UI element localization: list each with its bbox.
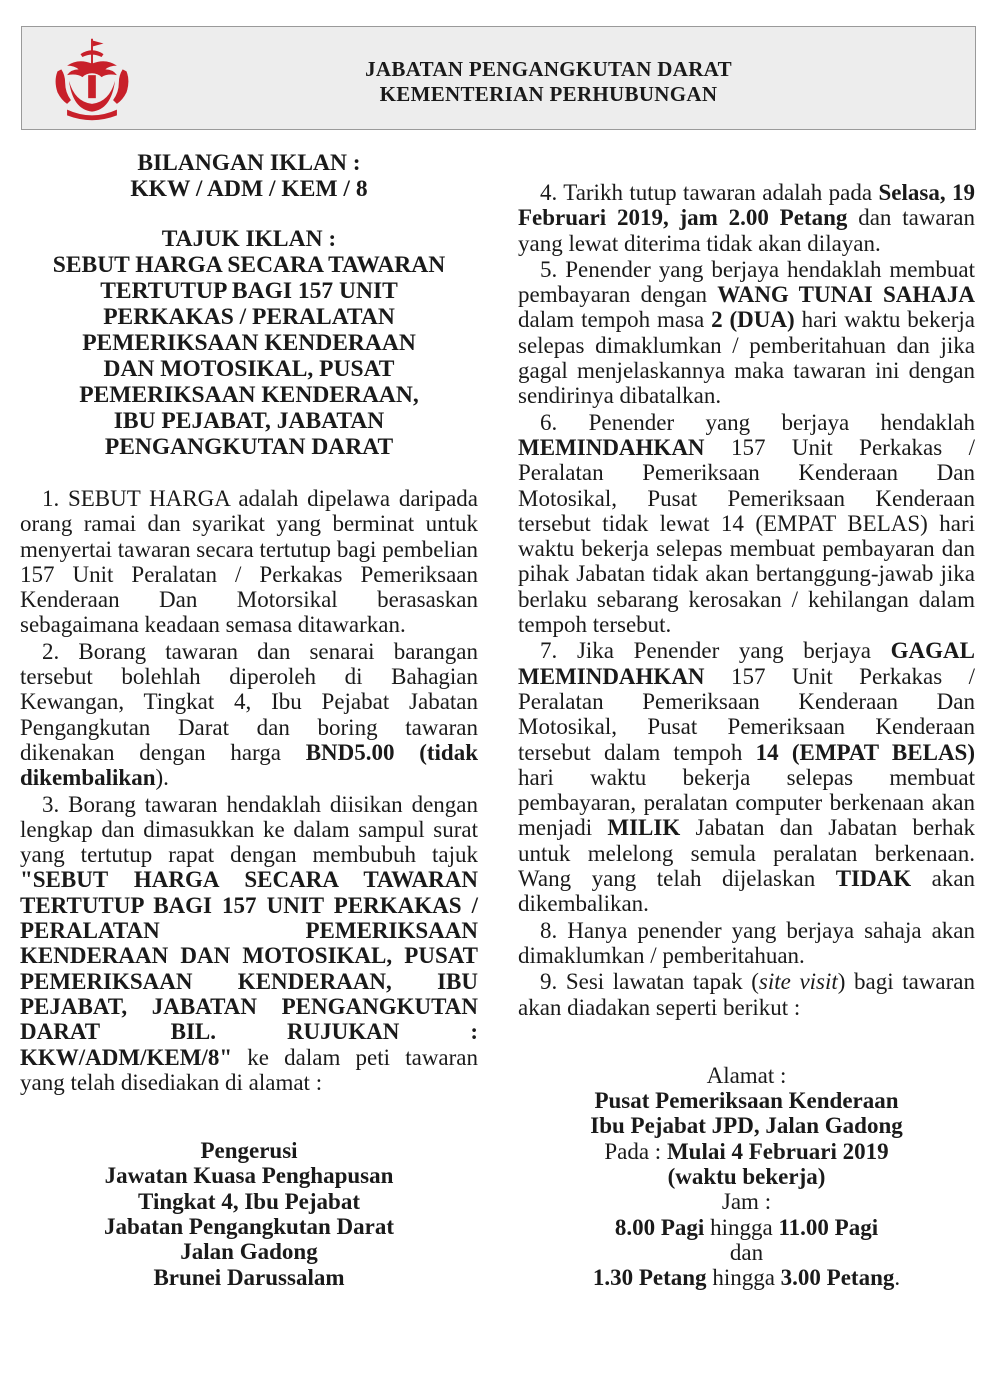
ad-title-line: SEBUT HARGA SECARA TAWARAN: [52, 252, 446, 278]
paragraph-9: 9. Sesi lawatan tapak (site visit) bagi tawaran akan diadakan seperti berikut :: [518, 969, 975, 1020]
closing-date: Selasa, 19 Februari 2019, jam 2.00 Petang: [518, 180, 976, 231]
own-keyword: MILIK: [607, 815, 681, 841]
address-line: Tingkat 4, Ibu Pejabat: [138, 1188, 360, 1214]
left-column: [20, 150, 478, 1290]
ad-title-line: PENGANGKUTAN DARAT: [104, 434, 394, 460]
ad-title-line: DAN MOTOSIKAL, PUSAT: [103, 356, 395, 382]
department-name: JABATAN PENGANGKUTAN DARAT: [365, 57, 732, 81]
visit-place: Ibu Pejabat JPD, Jalan Gadong: [590, 1113, 903, 1139]
ad-title-line: PEMERIKSAAN KENDERAAN,: [79, 382, 419, 408]
header-titles: [122, 57, 975, 107]
price: BND5.00 (tidak dikembalikan: [20, 739, 479, 791]
ministry-name: KEMENTERIAN PERHUBUNGAN: [379, 82, 718, 106]
paragraph-4: 4. Tarikh tutup tawaran adalah pada Selasa, 19 Februari 2019, jam 2.00 Petang dan tawaran yang lewat diterima tidak akan dilayan.: [518, 180, 976, 256]
move-keyword: MEMINDAHKAN: [518, 434, 705, 460]
address-line: Brunei Darussalam: [153, 1264, 345, 1290]
address-line: Pengerusi: [200, 1138, 298, 1164]
afternoon-time: 1.30 Petang hingga 3.00 Petang.: [592, 1265, 901, 1291]
ad-title-line: PERKAKAS / PERALATAN: [103, 304, 395, 330]
address-line: Jabatan Pengangkutan Darat: [103, 1214, 395, 1240]
time-label: Jam :: [721, 1189, 772, 1215]
paragraph-7: 7. Jika Penender yang berjaya GAGAL MEMINDAHKAN 157 Unit Perkakas / Peralatan Pemeriksaan Kenderaan Dan Motosikal, Pusat Pemeriksaan Kenderaan tersebut dalam tempoh 14 (EMPAT BELAS) hari waktu bekerja selepas membuat pembayaran, peralatan computer berkenaan akan menjadi MILIK Jabatan dan Jabatan berhak untuk melelong semula peralatan berkenaan. Wang yang telah dijelaskan TIDAK akan dikembalikan.: [518, 638, 976, 917]
site-visit-italic: site visit: [758, 969, 838, 995]
ad-title-label: TAJUK IKLAN :: [161, 226, 337, 252]
ad-title-line: TERTUTUP BAGI 157 UNIT: [100, 278, 398, 304]
ad-title-block: [20, 226, 478, 460]
not-keyword: TIDAK: [835, 866, 912, 892]
address-label: Alamat :: [706, 1062, 787, 1088]
paragraph-5: 5. Penender yang berjaya hendaklah membuat pembayaran dengan WANG TUNAI SAHAJA dalam tempoh masa 2 (DUA) hari waktu bekerja selepas dimaklumkan / pemberitahuan dan jika gagal menjelaskannya maka tawaran ini dengan sendirinya dibatalkan.: [518, 256, 975, 409]
site-visit-block: [518, 1063, 975, 1291]
address-line: Jalan Gadong: [180, 1239, 318, 1265]
tender-title-quote: "SEBUT HARGA SECARA TAWARAN TERTUTUP BAGI 157 UNIT PERKAKAS / PERALATAN PEMERIKSAAN KENDERAAN DAN MOTOSIKAL, PUSAT PEMERIKSAAN KENDERAAN, IBU PEJABAT, JABATAN PENGANGKUTAN DARAT BIL. RUJUKAN : KKW/ADM/KEM/8": [20, 867, 478, 1070]
payment-days: 2 (DUA): [711, 307, 795, 333]
ad-number-value: KKW / ADM / KEM / 8: [130, 176, 368, 202]
paragraph-8: 8. Hanya penender yang berjaya sahaja akan dimaklumkan / pemberitahuan.: [518, 917, 976, 968]
header-banner: [21, 26, 976, 130]
working-hours-note: (waktu bekerja): [667, 1163, 826, 1189]
address-line: Jawatan Kuasa Penghapusan: [104, 1163, 394, 1189]
paragraph-3: 3. Borang tawaran hendaklah diisikan dengan lengkap dan dimasukkan ke dalam sampul surat yang tertutup rapat dengan membubuh tajuk "SEBUT HARGA SECARA TAWARAN TERTUTUP BAGI 157 UNIT PERKAKAS / PERALATAN PEMERIKSAAN KENDERAAN DAN MOTOSIKAL, PUSAT PEMERIKSAAN KENDERAAN, IBU PEJABAT, JABATAN PENGANGKUTAN DARAT BIL. RUJUKAN : KKW/ADM/KEM/8" ke dalam peti tawaran yang telah disediakan di alamat :: [20, 791, 478, 1095]
ad-number-block: [20, 150, 478, 202]
paragraph-6: 6. Penender yang berjaya hendaklah MEMINDAHKAN 157 Unit Perkakas / Peralatan Pemeriksaan Kenderaan Dan Motosikal, Pusat Pemeriksaan Kenderaan tersebut tidak lewat 14 (EMPAT BELAS) hari waktu bekerja selepas membuat pembayaran dan pihak Jabatan tidak akan bertanggung-jawab jika berlaku sebarang kerosakan / kehilangan dalam tempoh tersebut.: [518, 409, 976, 638]
paragraph-1: 1. SEBUT HARGA adalah dipelawa daripada orang ramai dan syarikat yang berminat untuk menyertai tawaran secara tertutup bagi pembelian 157 Unit Peralatan / Perkakas Pemeriksaan Kenderaan Dan Motorsikal berasaskan sebagaimana keadaan semasa ditawarkan.: [20, 486, 478, 638]
ad-title-line: IBU PEJABAT, JABATAN: [113, 408, 385, 434]
paragraph-2: 2. Borang tawaran dan senarai barangan tersebut bolehlah diperoleh di Bahagian Kewangan, Tingkat 4, Ibu Pejabat Jabatan Pengangkutan Darat dan boring tawaran dikenakan dengan harga BND5.00 (tidak dikembalikan).: [20, 638, 479, 791]
ad-number-label: BILANGAN IKLAN :: [137, 150, 361, 176]
removal-days: 14 (EMPAT BELAS): [755, 739, 975, 765]
cash-only: WANG TUNAI SAHAJA: [717, 282, 975, 308]
visit-date-line: Pada : Mulai 4 Februari 2019: [604, 1138, 889, 1164]
left-address-block: [20, 1138, 478, 1290]
fail-keyword: GAGAL MEMINDAHKAN: [518, 638, 976, 689]
morning-time: 8.00 Pagi hingga 11.00 Pagi: [614, 1214, 879, 1240]
visit-place: Pusat Pemeriksaan Kenderaan: [594, 1088, 899, 1114]
sebut-harga-lead: SEBUT HARGA: [67, 486, 230, 511]
ad-title-line: PEMERIKSAAN KENDERAAN: [82, 330, 416, 356]
and-label: dan: [729, 1239, 764, 1265]
right-column: [518, 180, 975, 1290]
